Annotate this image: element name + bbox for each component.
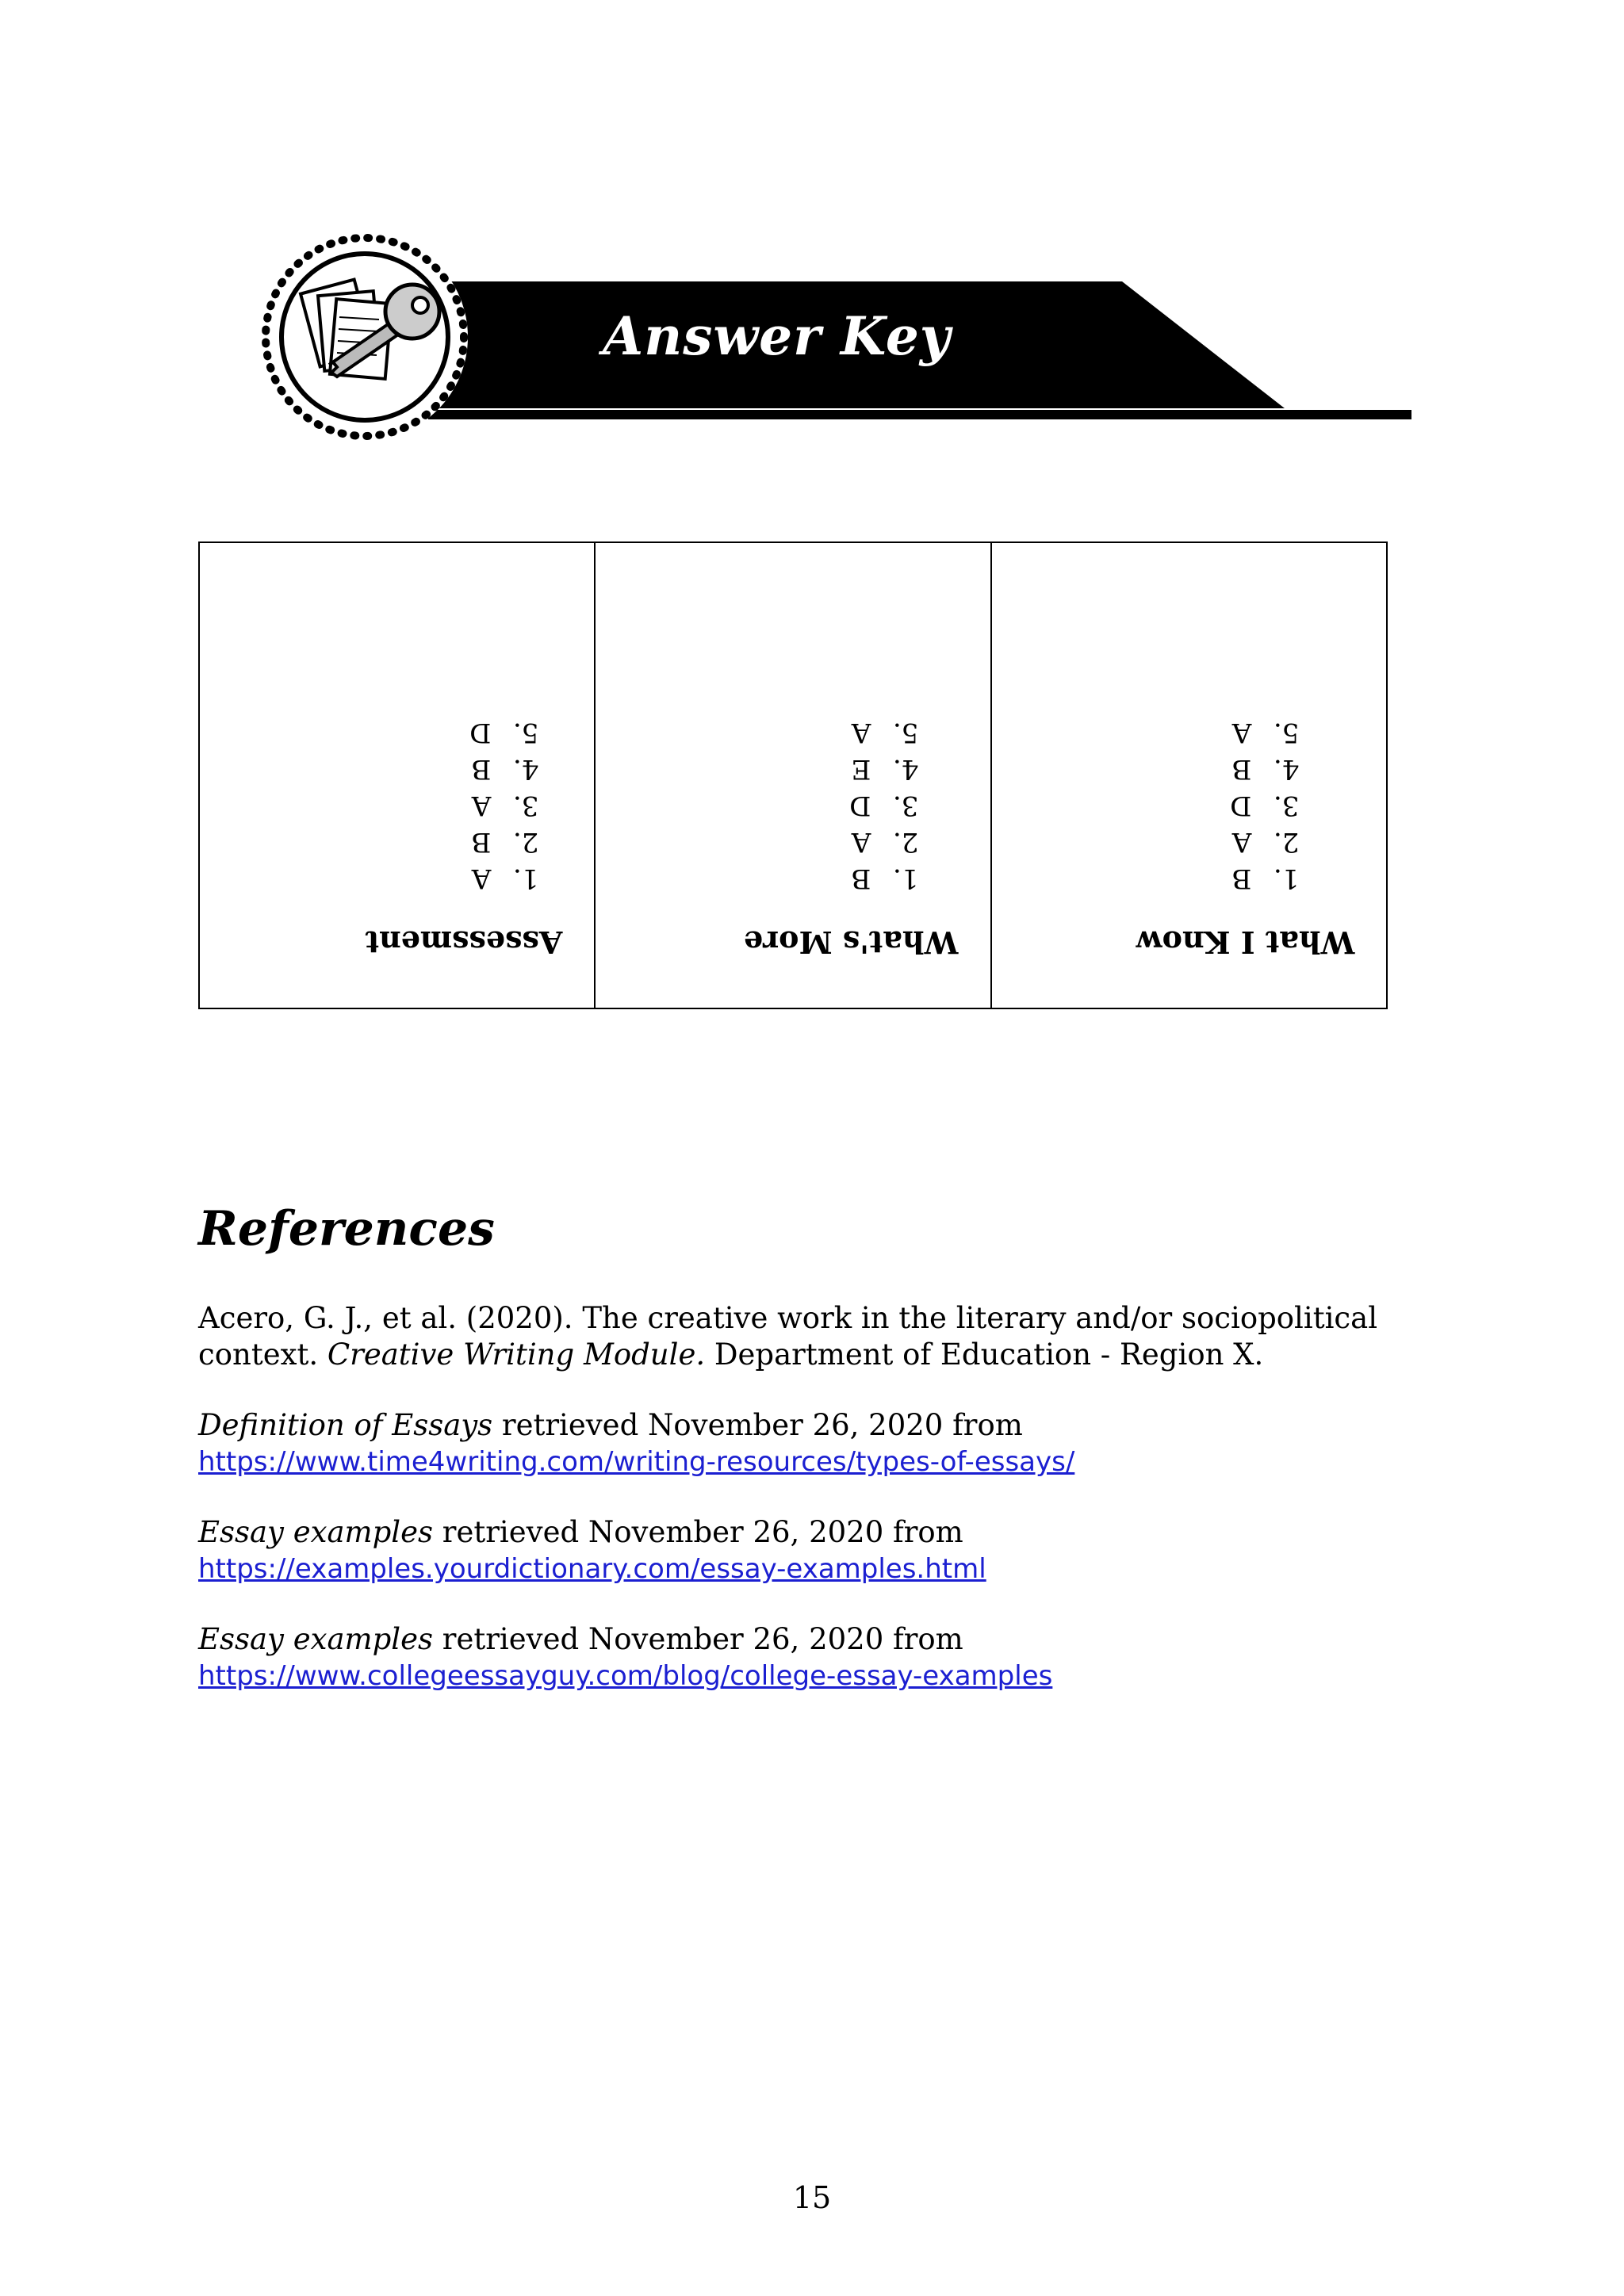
- answer-list: [849, 714, 918, 897]
- column-title: Assessment: [365, 924, 563, 960]
- column-title: What I Know: [1136, 924, 1354, 960]
- page-number: 15: [792, 2180, 832, 2215]
- banner-title: Answer Key: [603, 305, 952, 367]
- reference-link[interactable]: https://www.time4writing.com/writing-resources/types-of-essays/: [198, 1446, 1075, 1478]
- references-heading: References: [198, 1201, 495, 1257]
- answer-item: 5.D: [469, 717, 539, 748]
- answer-item: 3.D: [1229, 790, 1299, 821]
- answer-key-table: [198, 541, 1388, 1009]
- reference-entry: Essay examples retrieved November 26, 2020 from https://examples.yourdictionary.com/essay-examples.html: [198, 1514, 1419, 1587]
- reference-entry: Essay examples retrieved November 26, 2020 from https://www.collegeessayguy.com/blog/college-essay-examples: [198, 1621, 1419, 1694]
- answer-item: 3.A: [471, 790, 539, 821]
- answer-item: 5.A: [852, 717, 919, 748]
- reference-entry: Acero, G. J., et al. (2020). The creative work in the literary and/or sociopolitical context. Creative Writing Module. Department of Education - Region X.: [198, 1301, 1378, 1372]
- answer-key-banner: [254, 226, 1411, 464]
- answer-item: 2.A: [852, 826, 919, 858]
- answer-item: 3.D: [849, 790, 919, 821]
- answer-item: 1.B: [851, 863, 919, 894]
- answer-item: 2.A: [1231, 826, 1299, 858]
- answer-item: 1.A: [471, 863, 539, 894]
- answer-item: 4.E: [851, 753, 919, 785]
- answer-column-what-i-know: [992, 543, 1386, 1008]
- reference-link[interactable]: https://www.collegeessayguy.com/blog/college-essay-examples: [198, 1660, 1053, 1692]
- answer-column-whats-more: [596, 543, 991, 1008]
- answer-list: [469, 714, 538, 897]
- reference-entry: Definition of Essays retrieved November 26, 2020 from https://www.time4writing.com/writing-resources/types-of-essays/: [198, 1407, 1419, 1480]
- answer-item: 1.B: [1231, 863, 1299, 894]
- answer-item: 4.B: [1231, 753, 1299, 785]
- answer-item: 2.B: [471, 826, 539, 858]
- answer-item: 5.A: [1231, 717, 1299, 748]
- answer-item: 4.B: [471, 753, 539, 785]
- column-title: What's More: [744, 924, 959, 960]
- answer-column-assessment: [200, 543, 596, 1008]
- answer-list: [1230, 714, 1299, 897]
- reference-link[interactable]: https://examples.yourdictionary.com/essay-examples.html: [198, 1553, 986, 1585]
